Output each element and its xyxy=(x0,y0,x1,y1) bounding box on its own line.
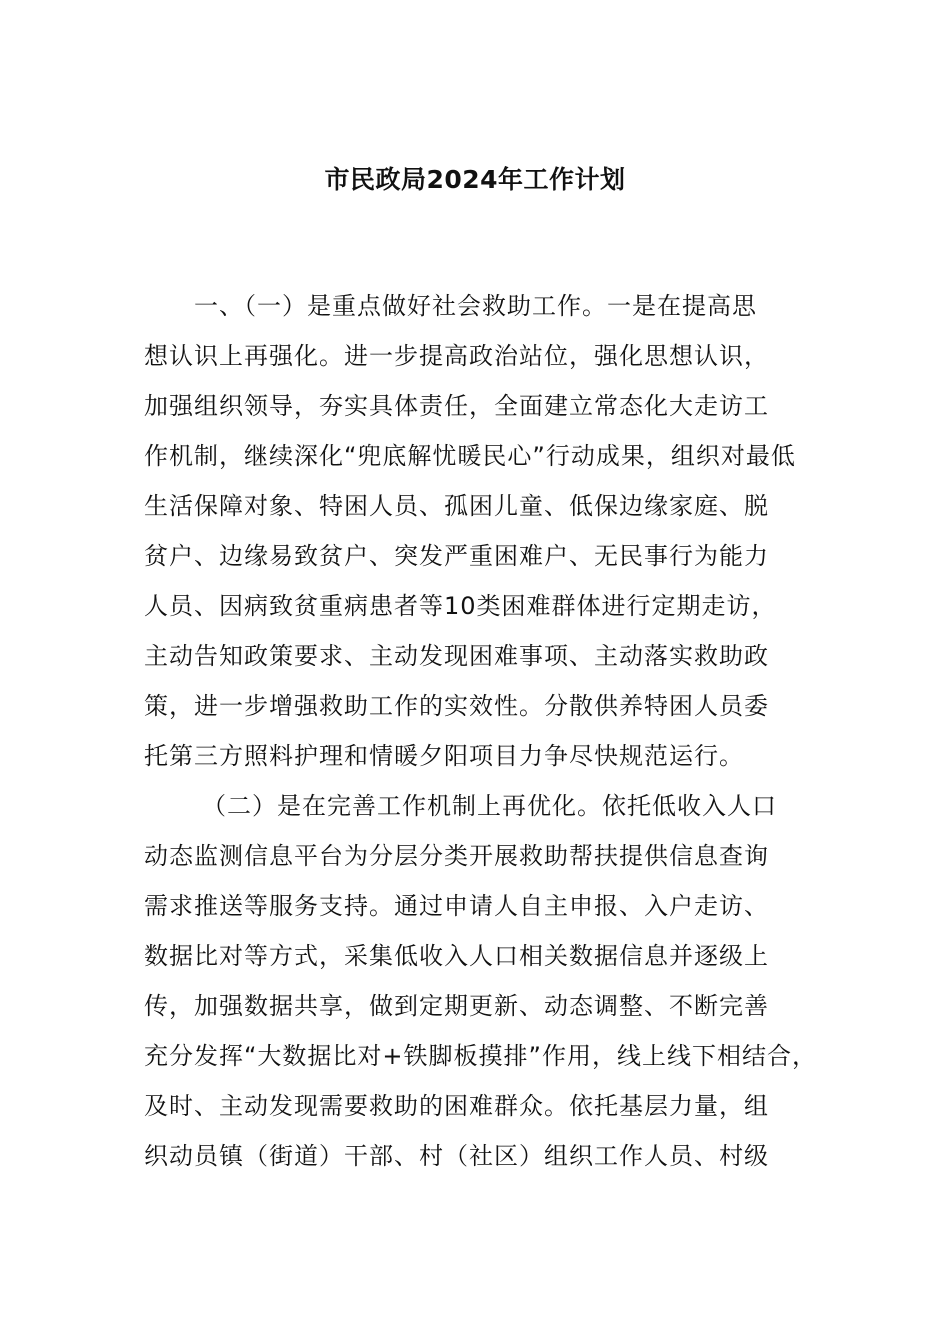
paragraph-line: 主动告知政策要求、主动发现困难事项、主动落实救助政 xyxy=(144,642,769,670)
document-body xyxy=(144,281,844,1181)
paragraph-line: 及时、主动发现需要救助的困难群众。依托基层力量，组 xyxy=(144,1092,769,1120)
paragraph-line: 一、（一）是重点做好社会救助工作。一是在提高思 xyxy=(194,292,757,320)
paragraph-line: 托第三方照料护理和情暖夕阳项目力争尽快规范运行。 xyxy=(144,742,744,770)
paragraph-line: 传，加强数据共享，做到定期更新、动态调整、不断完善 xyxy=(144,992,769,1020)
paragraph-line: 生活保障对象、特困人员、孤困儿童、低保边缘家庭、脱 xyxy=(144,492,769,520)
paragraph-line: 人员、因病致贫重病患者等10类困难群体进行定期走访， xyxy=(144,592,777,620)
paragraph-line: 作机制，继续深化“兜底解忧暖民心”行动成果，组织对最低 xyxy=(144,442,796,470)
paragraph-line: 动态监测信息平台为分层分类开展救助帮扶提供信息查询 xyxy=(144,842,769,870)
paragraph-line: 需求推送等服务支持。通过申请人自主申报、入户走访、 xyxy=(144,892,769,920)
paragraph-line: 织动员镇（街道）干部、村（社区）组织工作人员、村级 xyxy=(144,1142,769,1170)
paragraph-line: 加强组织领导，夯实具体责任，全面建立常态化大走访工 xyxy=(144,392,769,420)
paragraph-line: 充分发挥“大数据比对+铁脚板摸排”作用，线上线下相结合， xyxy=(144,1042,817,1070)
paragraph-line: 策，进一步增强救助工作的实效性。分散供养特困人员委 xyxy=(144,692,769,720)
paragraph-line: 想认识上再强化。进一步提高政治站位，强化思想认识， xyxy=(144,342,769,370)
document-title: 市民政局2024年工作计划 xyxy=(324,165,626,194)
paragraph-line: （二）是在完善工作机制上再优化。依托低收入人口 xyxy=(202,792,777,820)
paragraph-line: 数据比对等方式，采集低收入人口相关数据信息并逐级上 xyxy=(144,942,769,970)
paragraph-line: 贫户、边缘易致贫户、突发严重困难户、无民事行为能力 xyxy=(144,542,769,570)
